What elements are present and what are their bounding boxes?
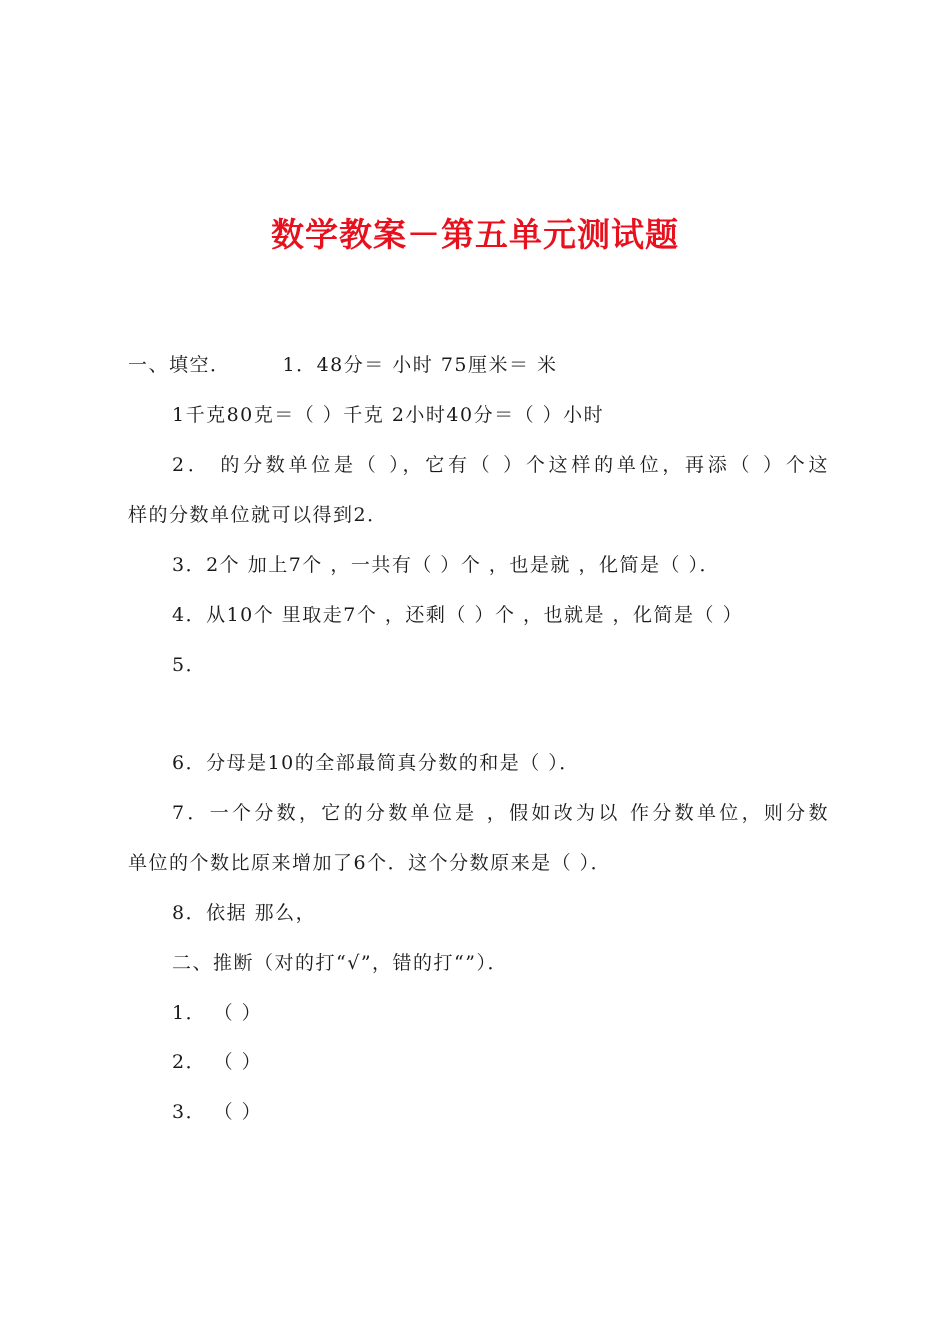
question-4: 4．从10个 里取走7个 ，还剩（ ）个 ，也就是 ，化简是（ ）	[172, 604, 744, 626]
question-1-continued: 1千克80克＝（ ）千克 2小时40分＝（ ）小时	[172, 404, 605, 426]
fill-blank-section-heading: 一、填空． 1．48分＝ 小时 75厘米＝ 米	[128, 354, 558, 376]
question-8: 8．依据 那么，	[172, 902, 317, 924]
question-3: 3．2个 加上7个 ，一共有（ ）个 ，也是就 ，化简是（ ）．	[172, 554, 721, 576]
question-5: 5．	[172, 654, 207, 676]
judgment-item-1: 1． （ ）	[172, 1002, 263, 1024]
question-2: 2． 的分数单位是（ ），它有（ ）个这样的单位，再添（ ）个这	[172, 454, 829, 476]
question-2-continued: 样的分数单位就可以得到2．	[128, 504, 388, 526]
judgment-section-heading: 二、推断（对的打“√”，错的打“”）．	[172, 952, 508, 974]
question-6: 6．分母是10的全部最简真分数的和是（ ）．	[172, 752, 580, 774]
judgment-item-3: 3． （ ）	[172, 1101, 263, 1123]
question-7: 7．一个分数，它的分数单位是 ，假如改为以 作分数单位，则分数	[172, 802, 829, 824]
judgment-item-2: 2． （ ）	[172, 1051, 263, 1073]
document-title: 数学教案－第五单元测试题	[271, 215, 679, 254]
question-7-continued: 单位的个数比原来增加了6个．这个分数原来是（ ）．	[128, 852, 612, 874]
